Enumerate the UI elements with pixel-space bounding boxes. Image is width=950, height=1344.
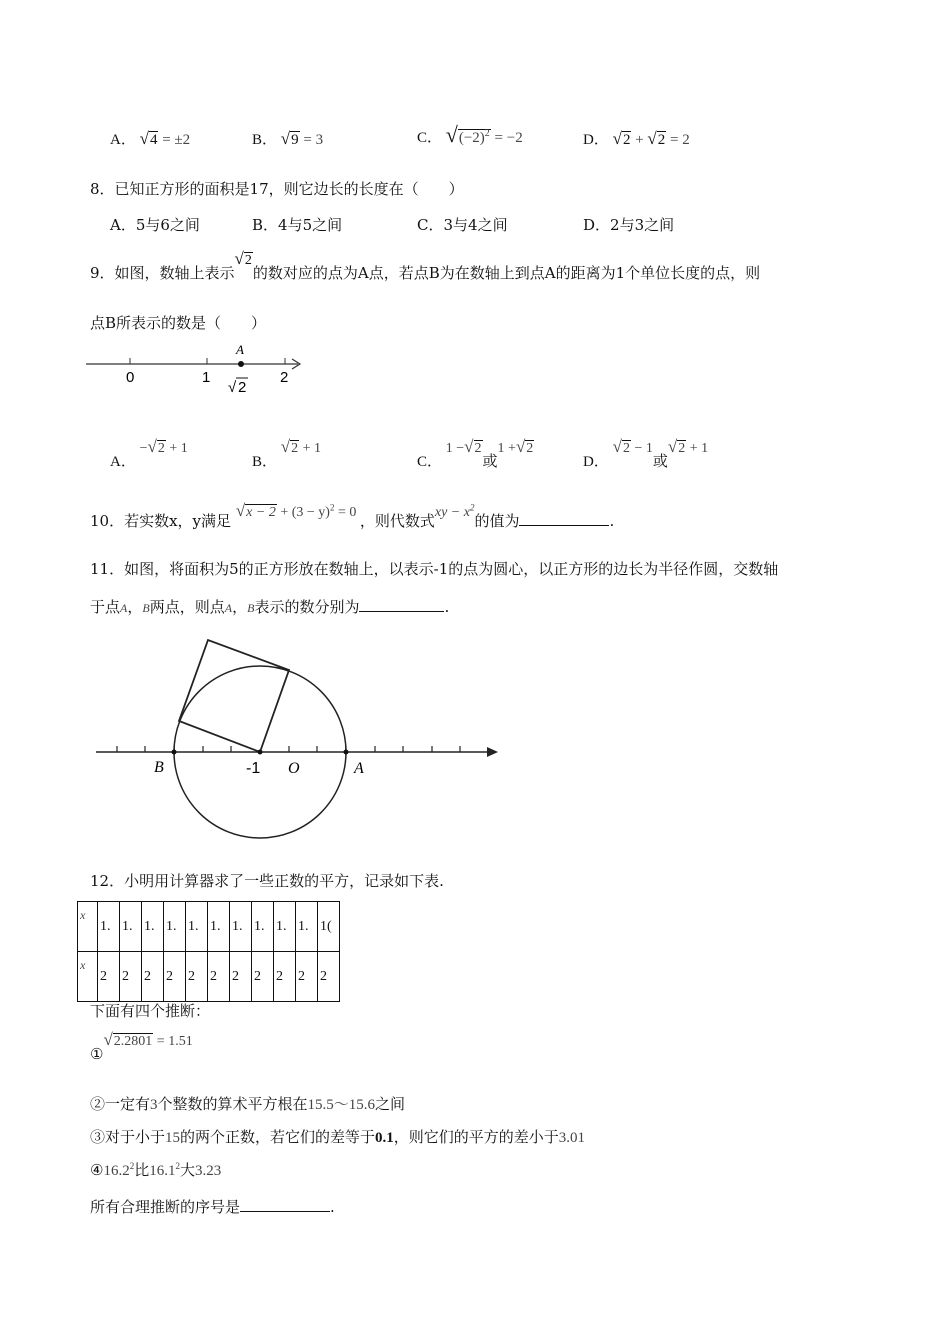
q12-square-table: [77, 901, 340, 1002]
table-cell: 1.: [230, 902, 252, 952]
point-a: [344, 750, 349, 755]
q7-option-b: B． √9 = 3: [252, 129, 324, 148]
table-cell: 2: [164, 952, 186, 1002]
q8-option-b: B．4与5之间: [252, 216, 343, 234]
row1-header: x: [78, 902, 98, 952]
label-a: A: [354, 760, 364, 777]
q7-option-a: A． √4 = ±2: [110, 129, 191, 148]
table-cell: 2: [230, 952, 252, 1002]
table-cell: 2: [186, 952, 208, 1002]
table-cell: 2: [142, 952, 164, 1002]
q12-inference-4: ④16.2$^2$比16.1$^2$大3.23: [90, 1161, 222, 1179]
table-cell: 2: [208, 952, 230, 1002]
q10-answer-blank[interactable]: [519, 525, 609, 526]
label-o: O: [288, 760, 300, 777]
table-cell: 1.: [274, 902, 296, 952]
point-b: [172, 750, 177, 755]
point-a: [238, 361, 244, 367]
label-sqrt2: 2: [238, 379, 247, 396]
q7-option-d: D． √2 + √2 = 2: [583, 129, 690, 148]
label-minus-one: -1: [246, 760, 261, 777]
q9-option-c: C． 1 −√2或1 +√2: [417, 437, 534, 470]
table-cell: 2: [252, 952, 274, 1002]
table-cell: 1.: [252, 902, 274, 952]
q12-inference-2: ②一定有3个整数的算术平方根在15.5～15.6之间: [90, 1095, 406, 1113]
q9-option-a: A． −√2 + 1: [110, 437, 188, 470]
label-b: B: [154, 759, 164, 776]
q12-intro: 下面有四个推断：: [90, 1002, 211, 1020]
table-cell: 1.: [164, 902, 186, 952]
table-cell: 1.: [208, 902, 230, 952]
point-center: [258, 750, 263, 755]
q10-stem: 10．若实数x，y满足 $√x - 2 + (3 - y)^2 = 0$ ，则代数式xy − $x^2$的值为 .: [90, 501, 615, 530]
q8-stem: 8．已知正方形的面积是17，则它边长的长度在（ ）: [90, 180, 464, 198]
table-cell: 2: [120, 952, 142, 1002]
label-a: A: [236, 342, 244, 357]
q9-option-d: D． √2 − 1或√2 + 1: [583, 437, 709, 470]
q9-stem-line2: 点B所表示的数是（ ）: [90, 314, 267, 332]
q11-stem-line1: 11．如图，将面积为5的正方形放在数轴上，以表示-1的点为圆心，以正方形的边长为半径作圆，交数轴: [90, 560, 779, 578]
q11-stem-line2: 于点A，B两点，则点A，B表示的数分别为 .: [90, 598, 450, 616]
row2-header: x: [78, 952, 98, 1002]
q12-inference-1: ①√2.2801 = 1.51: [90, 1030, 193, 1063]
q9-number-line-figure: [86, 340, 316, 400]
table-cell: 1.: [296, 902, 318, 952]
table-row: [78, 952, 340, 1002]
q12-answer-blank[interactable]: [240, 1211, 330, 1212]
label-sqrt-symbol: √: [228, 379, 237, 396]
q8-option-d: D．2与3之间: [583, 216, 675, 234]
q8-option-c: C．3与4之间: [417, 216, 508, 234]
table-cell: 1.: [186, 902, 208, 952]
q12-inference-3: ③对于小于15的两个正数，若它们的差等于0.1，则它们的平方的差小于3.01: [90, 1128, 586, 1146]
table-cell: 1(: [318, 902, 340, 952]
label-0: 0: [126, 369, 135, 386]
axis-ticks: [117, 746, 460, 752]
q8-option-a: A．5与6之间: [110, 216, 200, 234]
q9-option-b: B． √2 + 1: [252, 437, 322, 470]
table-cell: 1.: [120, 902, 142, 952]
q7-option-c: C． $√(-2)^2 = -2$: [417, 122, 523, 147]
table-cell: 1.: [142, 902, 164, 952]
q11-circle-figure: [90, 630, 510, 845]
label-1: 1: [202, 369, 211, 386]
table-cell: 2: [318, 952, 340, 1002]
axis-arrow: [487, 747, 498, 757]
q12-stem: 12．小明用计算器求了一些正数的平方，记录如下表.: [90, 872, 444, 890]
table-row: [78, 902, 340, 952]
table-cell: 2: [274, 952, 296, 1002]
q9-stem-line1: 9．如图，数轴上表示√2的数对应的点为A点，若点B为在数轴上到点A的距离为1个单位长度的点，则: [90, 249, 761, 282]
label-2: 2: [280, 369, 289, 386]
table-cell: 1.: [98, 902, 120, 952]
q11-answer-blank[interactable]: [359, 611, 444, 612]
table-cell: 2: [296, 952, 318, 1002]
q12-final-question: 所有合理推断的序号是 .: [90, 1198, 335, 1216]
table-cell: 2: [98, 952, 120, 1002]
